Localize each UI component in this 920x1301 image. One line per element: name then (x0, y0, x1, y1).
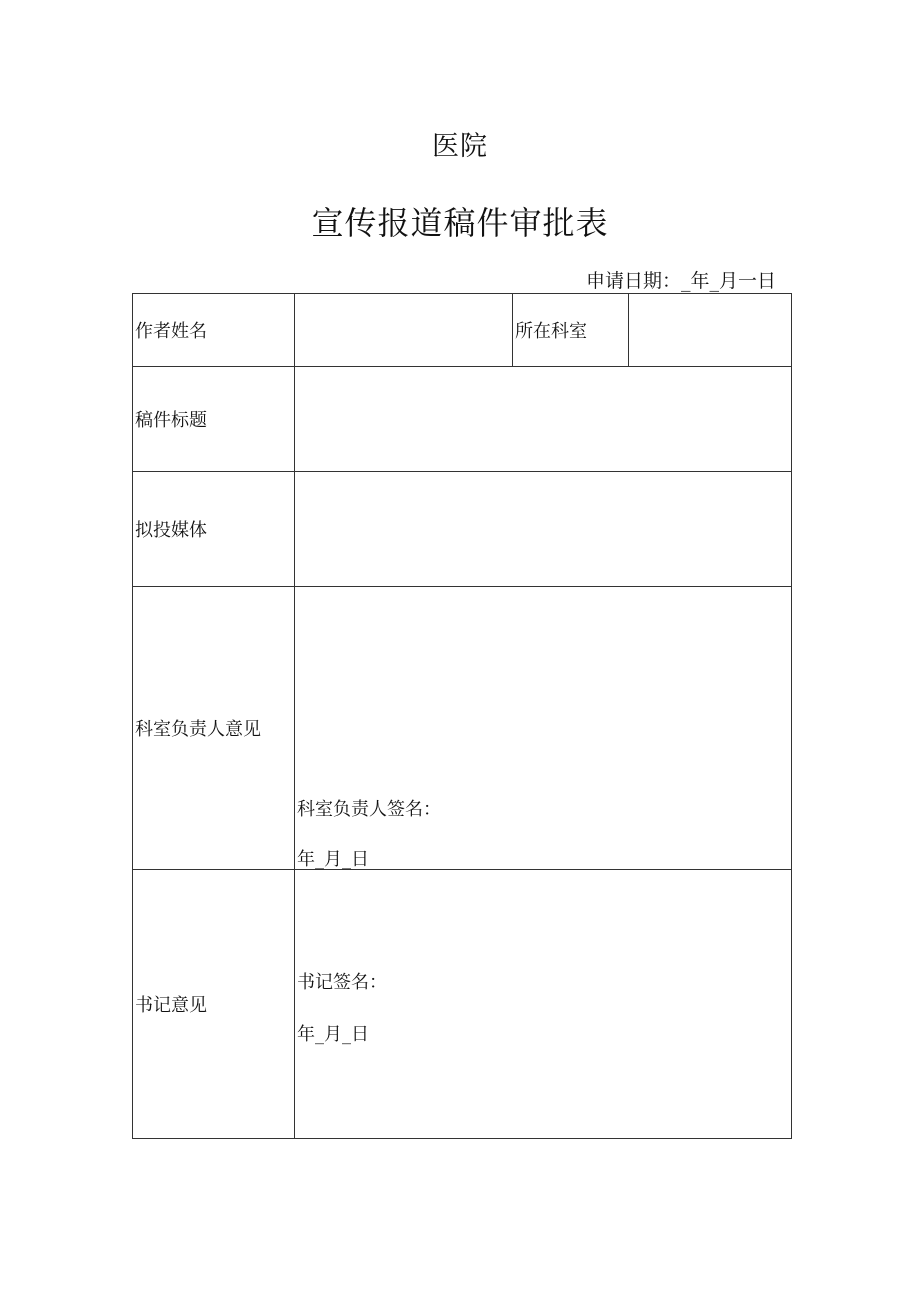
dept-head-opinion-field[interactable] (295, 587, 792, 870)
approval-form-table (132, 293, 792, 1139)
secretary-opinion-row (133, 870, 792, 1139)
secretary-opinion-field[interactable] (295, 870, 792, 1139)
secretary-signature-label: 书记签名： (297, 972, 387, 993)
media-row (133, 472, 792, 587)
manuscript-title-row (133, 367, 792, 472)
author-name-field[interactable] (295, 294, 513, 367)
secretary-date: 年_月_日 (297, 1024, 369, 1045)
media-field[interactable] (295, 472, 792, 587)
author-name-label: 作者姓名 (133, 294, 295, 367)
form-title: 宣传报道稿件审批表 (311, 204, 609, 242)
apply-date: 申请日期：_年_月一日 (585, 270, 776, 292)
media-label: 拟投媒体 (133, 472, 295, 587)
secretary-opinion-label: 书记意见 (133, 870, 295, 1139)
department-field[interactable] (629, 294, 792, 367)
dept-head-opinion-row (133, 587, 792, 870)
manuscript-title-field[interactable] (295, 367, 792, 472)
department-label: 所在科室 (513, 294, 629, 367)
dept-head-opinion-label: 科室负责人意见 (133, 587, 295, 870)
hospital-name: 医院 (432, 131, 488, 162)
dept-head-signature-label: 科室负责人签名： (297, 799, 441, 820)
dept-head-date: 年_月_日 (297, 849, 369, 870)
author-row (133, 294, 792, 367)
manuscript-title-label: 稿件标题 (133, 367, 295, 472)
